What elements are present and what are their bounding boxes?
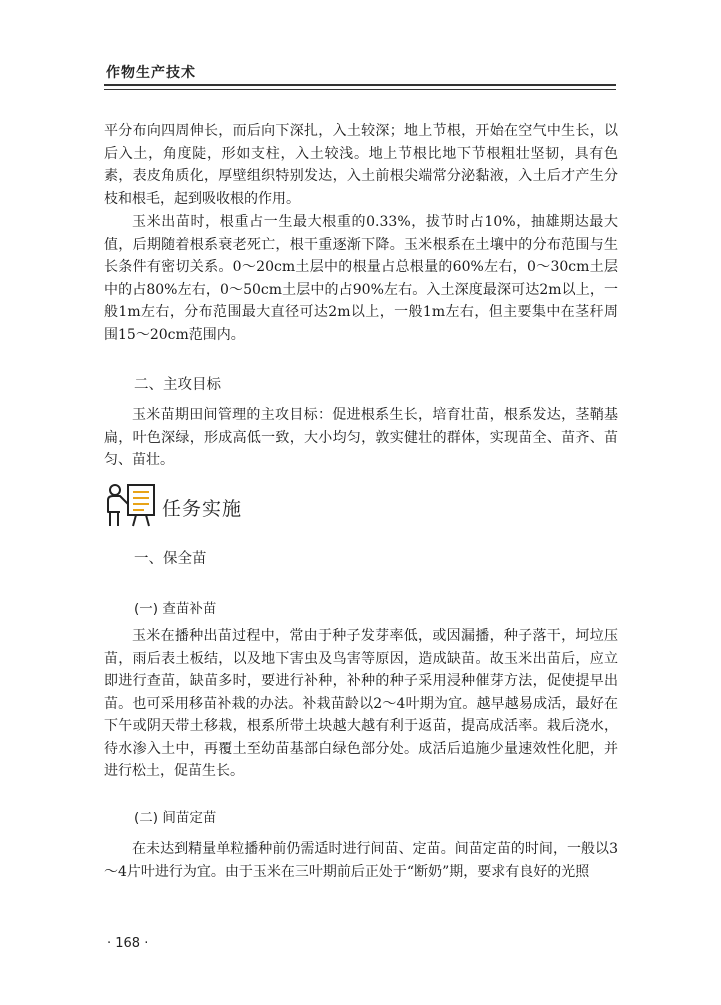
section-heading-target: 二、主攻目标 xyxy=(134,377,221,393)
header-rule-thick xyxy=(104,84,616,86)
subheading-check-replant: (一) 查苗补苗 xyxy=(134,601,217,617)
page-number: · 168 · xyxy=(107,936,149,951)
subheading-thinning: (二) 间苗定苗 xyxy=(134,810,217,826)
running-head: 作物生产技术 xyxy=(106,65,196,81)
paragraph-root-distribution: 玉米出苗时，根重占一生最大根重的0.33%，拔节时占10%，抽雄期达最大值，后期随着根系衰老死亡，根干重逐渐下降。玉米根系在土壤中的分布范围与生长条件有密切关系。0～20cm土层中的根量占总根量的60%左右，0～30cm土层中的占80%左右，0～50cm土层中的占90%左右。入土深度最深可达2m以上，一般1m左右，分布范围最大直径可达2m以上，一般1m左右，但主要集中在茎秆周围15～20cm范围内。 xyxy=(104,214,618,343)
task-title: 任务实施 xyxy=(162,498,243,520)
teacher-board-icon xyxy=(106,482,158,528)
paragraph-target: 玉米苗期田间管理的主攻目标：促进根系生长，培育壮苗，根系发达，茎鞘基扁，叶色深绿，形成高低一致，大小均匀，敦实健壮的群体，实现苗全、苗齐、苗匀、苗壮。 xyxy=(104,407,618,468)
paragraph-thinning: 在未达到精量单粒播种前仍需适时进行间苗、定苗。间苗定苗的时间，一般以3～4片叶进行为宜。由于玉米在三叶期前后正处于“断奶”期，要求有良好的光照 xyxy=(104,841,618,880)
task-block xyxy=(106,482,306,530)
header-rule-thin xyxy=(104,89,616,90)
section-heading-protect: 一、保全苗 xyxy=(134,551,207,567)
paragraph-root-growth: 平分布向四周伸长，而后向下深扎，入土较深；地上节根，开始在空气中生长，以后入土，角度陡，形如支柱，入土较浅。地上节根比地下节根粗壮坚韧，具有色素，表皮角质化，厚壁组织特别发达，入土前根尖端常分泌黏液，入土后才产生分枝和根毛，起到吸收根的作用。 xyxy=(104,123,618,207)
paragraph-check-replant: 玉米在播种出苗过程中，常由于种子发芽率低，或因漏播，种子落干，坷垃压苗，雨后表土板结，以及地下害虫及鸟害等原因，造成缺苗。故玉米出苗后，应立即进行查苗，缺苗多时，要进行补种，补种的种子采用浸种催芽方法，促使提早出苗。也可采用移苗补栽的办法。补栽苗龄以2～4叶期为宜。越早越易成活，最好在下午或阴天带土移栽，根系所带土块越大越有利于返苗，提高成活率。栽后浇水，待水渗入土中，再覆土至幼苗基部白绿色部分处。成活后追施少量速效性化肥，并进行松土，促苗生长。 xyxy=(104,628,618,779)
